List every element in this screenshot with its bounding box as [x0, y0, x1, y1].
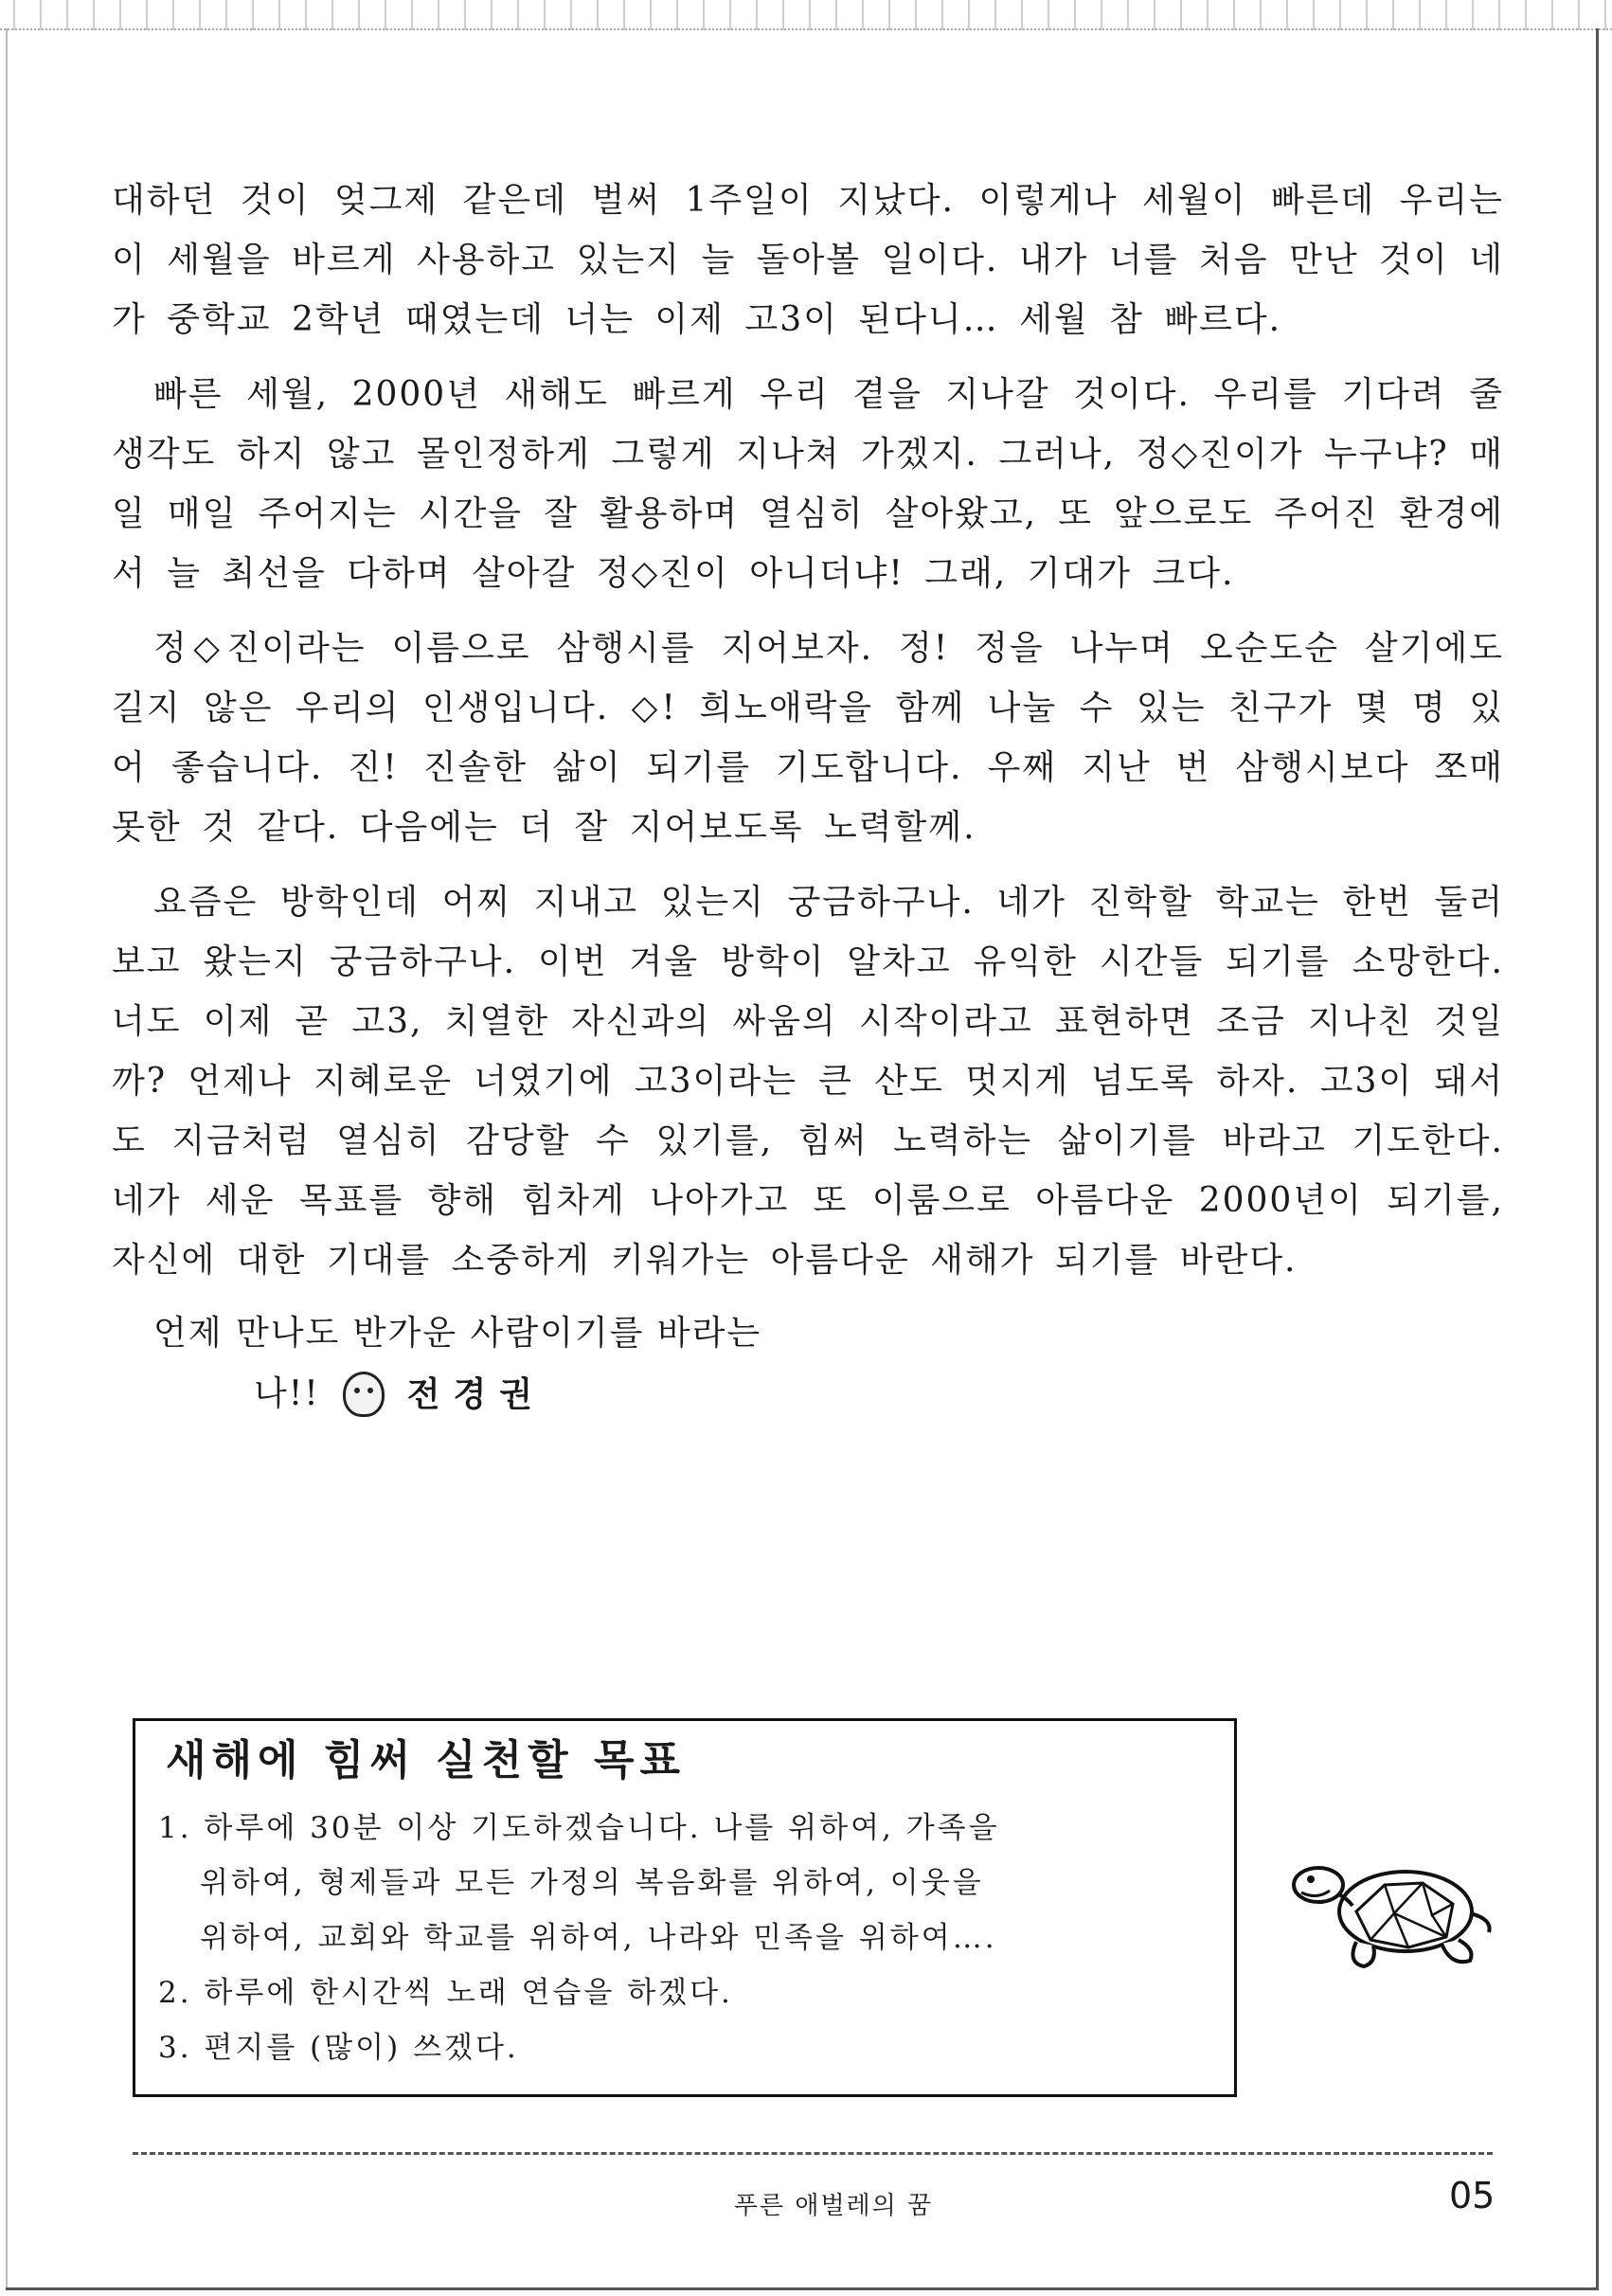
paragraph-4: 요즘은 방학인데 어찌 지내고 있는지 궁금하구나. 네가 진학할 학교는 한번 둘러보고 왔는지 궁금하구나. 이번 겨울 방학이 알차고 유익한 시간들 되기를 소망한다. 너도 이제 곧 고3, 치열한 자신과의 싸움의 시작이라고 표현하면 조금 지나친 것일까? 언제나 지혜로운 너였기에 고3이라는 큰 산도 멋지게 넘도록 하자. 고3이 돼서도 지금처럼 열심히 감당할 수 있기를, 힘써 노력하는 삶이기를 바라고 기도한다. 네가 세운 목표를 향해 힘차게 나아가고 또 이룸으로 아름다운 2000년이 되기를, 자신에 대한 기대를 소중하게 키워가는 아름다운 새해가 되기를 바란다.: [112, 883, 1504, 1280]
signature-prefix: 나!!: [254, 1374, 320, 1413]
goal-item-1-cont-a: 위하여, 형제들과 모든 가정의 복음화를 위하여, 이웃을: [200, 1866, 984, 1900]
closing-line: 언제 만나도 반가운 사람이기를 바라는: [153, 1314, 762, 1353]
footer-title: 푸른 애벌레의 꿈: [733, 2192, 934, 2220]
smiling-face-icon: [343, 1372, 385, 1417]
paragraph-1: 대하던 것이 엊그제 같은데 벌써 1주일이 지났다. 이렇게나 세월이 빠른데 우리는 이 세월을 바르게 사용하고 있는지 늘 돌아볼 일이다. 내가 너를 처음 만난 것이 네가 중학교 2학년 때였는데 너는 이제 고3이 된다니… 세월 참 빠르다.: [112, 181, 1504, 339]
page-frame-left: [6, 28, 8, 2290]
signature-name: 전경권: [406, 1374, 546, 1414]
goals-box: [133, 1718, 1237, 2097]
spiral-binding: [0, 0, 1612, 30]
paragraph-2: 빠른 세월, 2000년 새해도 빠르게 우리 곁을 지나갈 것이다. 우리를 기다려 줄 생각도 하지 않고 몰인정하게 그렇게 지나쳐 가겠지. 그러나, 정◇진이가 누구냐? 매일 매일 주어지는 시간을 잘 활용하며 열심히 살아왔고, 또 앞으로도 주어진 환경에서 늘 최선을 다하며 살아갈 정◇진이 아니더냐! 그래, 기대가 크다.: [112, 375, 1504, 593]
footer-divider: [133, 2152, 1493, 2155]
page-frame-right: [1596, 28, 1599, 2290]
goal-item-2: 2. 하루에 한시간씩 노래 연습을 하겠다.: [158, 1976, 733, 2010]
goal-item-1-cont-b: 위하여, 교회와 학교를 위하여, 나라와 민족을 위하여….: [200, 1921, 997, 1955]
goals-title: 새해에 힘써 실천할 목표: [166, 1736, 686, 1785]
signature: [254, 1366, 1504, 1423]
page-number: 05: [1449, 2175, 1496, 2216]
letter-body: [112, 170, 1504, 1423]
goal-item-3: 3. 편지를 (많이) 쓰겠다.: [158, 2031, 519, 2065]
paragraph-3: 정◇진이라는 이름으로 삼행시를 지어보자. 정! 정을 나누며 오순도순 살기에도 길지 않은 우리의 인생입니다. ◇! 희노애락을 함께 나눌 수 있는 친구가 몇 명 있어 좋습니다. 진! 진솔한 삶이 되기를 기도합니다. 우째 지난 번 삼행시보다 쪼매 못한 것 같다. 다음에는 더 잘 지어보도록 노력할께.: [112, 629, 1504, 847]
page-frame-bottom: [6, 2287, 1599, 2290]
turtle-illustration: [1290, 1857, 1504, 1982]
goal-item-1: 1. 하루에 30분 이상 기도하겠습니다. 나를 위하여, 가족을: [158, 1811, 1000, 1845]
